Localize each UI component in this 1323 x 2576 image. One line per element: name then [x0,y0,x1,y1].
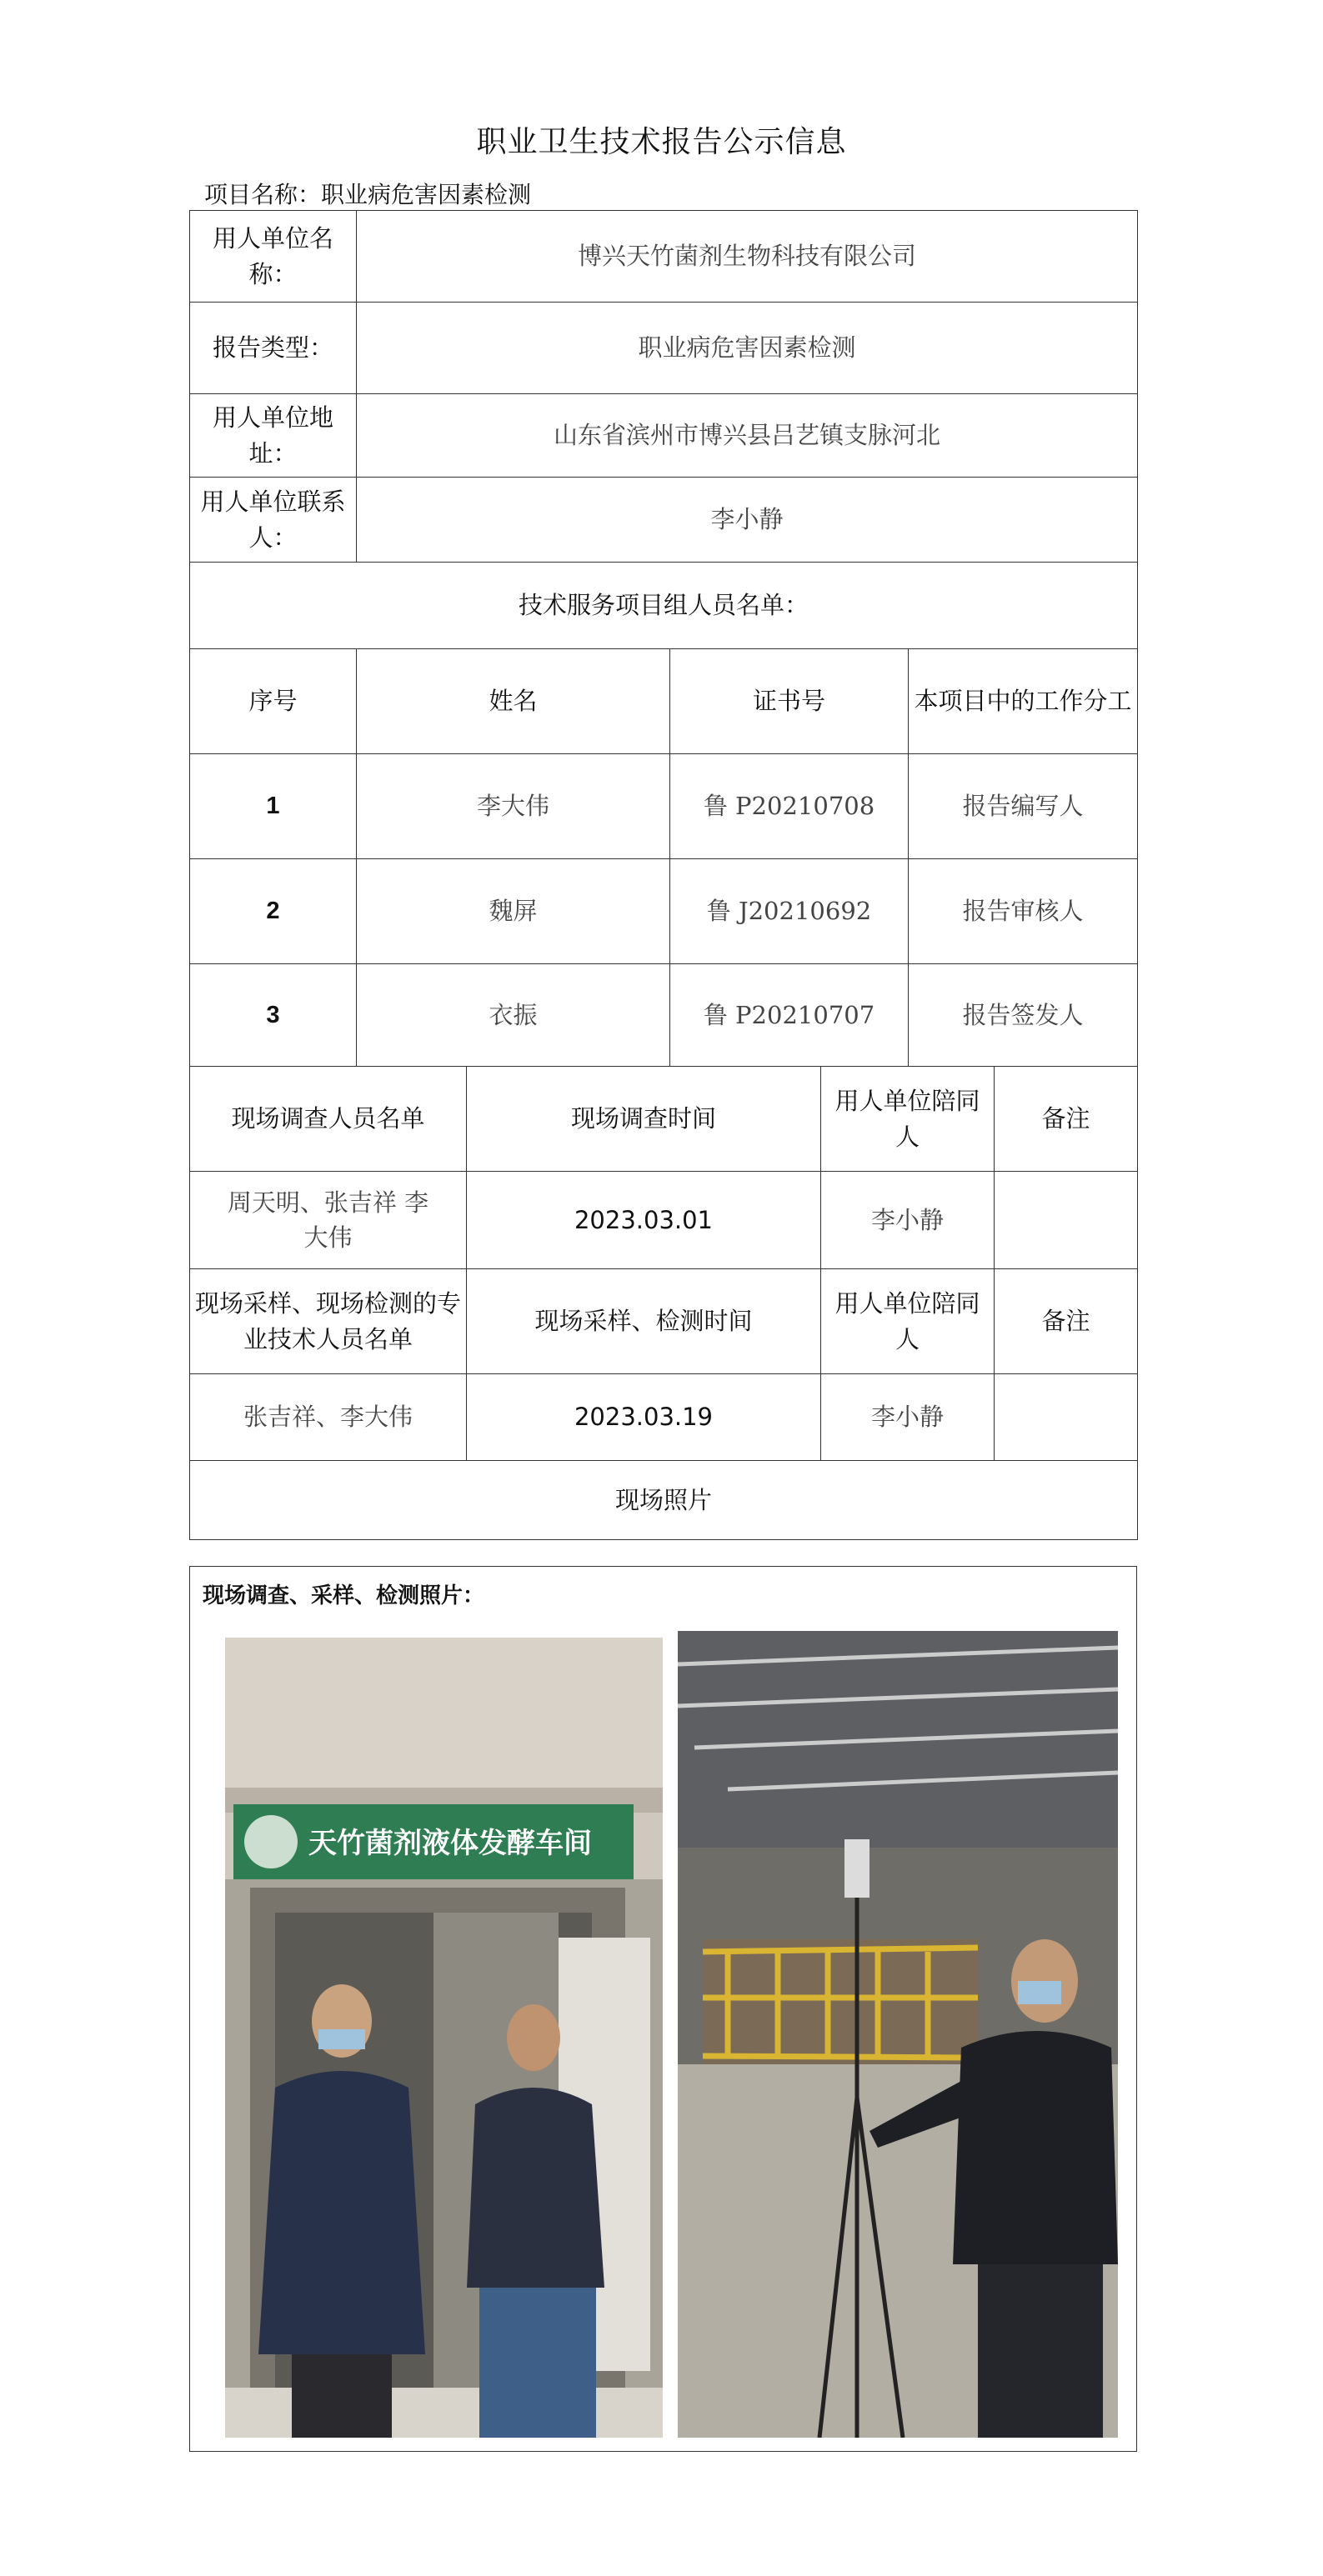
project-name-value: 职业病危害因素检测 [321,181,532,208]
team-row-no: 3 [190,964,357,1067]
team-row-name: 魏屏 [357,859,670,964]
team-row-role: 报告审核人 [909,859,1138,964]
sampling-header-row [190,1269,1138,1374]
sampling-site-image [678,1631,1118,2438]
survey-table [189,1066,1138,1540]
unit-contact-value: 李小静 [357,478,1138,563]
unit-name-value: 博兴天竹菌剂生物科技有限公司 [357,211,1138,303]
report-type-row [190,303,1138,394]
team-row-no: 2 [190,859,357,964]
survey-row [190,1172,1138,1269]
photo-caption: 现场调查、采样、检测照片： [203,1583,485,1608]
unit-address-row [190,394,1138,478]
survey-time: 2023.03.01 [467,1172,821,1269]
team-row-role: 报告签发人 [909,964,1138,1067]
team-row-cert: 鲁 P20210708 [670,754,909,859]
team-row [190,964,1138,1067]
team-row-cert: 鲁 P20210707 [670,964,909,1067]
report-type-label: 报告类型： [190,303,357,394]
workshop-sign-text: 天竹菌剂液体发酵车间 [308,1827,592,1860]
sampling-header-staff: 现场采样、现场检测的专业技术人员名单 [190,1269,467,1374]
team-heading: 技术服务项目组人员名单： [190,563,1138,649]
photo-section [189,1566,1137,2452]
sampling-site-photo [678,1631,1118,2438]
survey-note [995,1172,1138,1269]
sampling-header-companion: 用人单位陪同人 [821,1269,995,1374]
photos-heading-row [190,1461,1138,1540]
unit-name-row [190,211,1138,303]
sampling-companion: 李小静 [821,1374,995,1461]
team-heading-row [190,563,1138,649]
survey-header-row [190,1067,1138,1172]
unit-name-label: 用人单位名称： [190,211,357,303]
team-header-name: 姓名 [357,649,670,754]
team-row [190,859,1138,964]
team-header-no: 序号 [190,649,357,754]
report-type-value: 职业病危害因素检测 [357,303,1138,394]
sampling-staff: 张吉祥、李大伟 [190,1374,467,1461]
team-row-no: 1 [190,754,357,859]
unit-address-label: 用人单位地址： [190,394,357,478]
team-row-cert: 鲁 J20210692 [670,859,909,964]
project-name-line [204,177,531,210]
team-row-role: 报告编写人 [909,754,1138,859]
survey-header-time: 现场调查时间 [467,1067,821,1172]
team-header-cert: 证书号 [670,649,909,754]
team-header-row [190,649,1138,754]
survey-staff: 周天明、张吉祥 李大伟 [190,1172,467,1269]
report-info-table [189,210,1138,1067]
sampling-header-note: 备注 [995,1269,1138,1374]
sampling-row [190,1374,1138,1461]
unit-contact-label: 用人单位联系人： [190,478,357,563]
workshop-entrance-photo [225,1638,663,2438]
survey-header-staff: 现场调查人员名单 [190,1067,467,1172]
survey-header-companion: 用人单位陪同人 [821,1067,995,1172]
workshop-entrance-image [225,1638,663,2438]
survey-companion: 李小静 [821,1172,995,1269]
team-row-name: 衣振 [357,964,670,1067]
sampling-time: 2023.03.19 [467,1374,821,1461]
team-row-name: 李大伟 [357,754,670,859]
team-row [190,754,1138,859]
sampling-note [995,1374,1138,1461]
unit-address-value: 山东省滨州市博兴县吕艺镇支脉河北 [357,394,1138,478]
survey-header-note: 备注 [995,1067,1138,1172]
project-name-label: 项目名称： [204,181,322,208]
unit-contact-row [190,478,1138,563]
photos-heading: 现场照片 [190,1461,1138,1540]
page-title: 职业卫生技术报告公示信息 [476,125,847,159]
sampling-header-time: 现场采样、检测时间 [467,1269,821,1374]
team-header-role: 本项目中的工作分工 [909,649,1138,754]
